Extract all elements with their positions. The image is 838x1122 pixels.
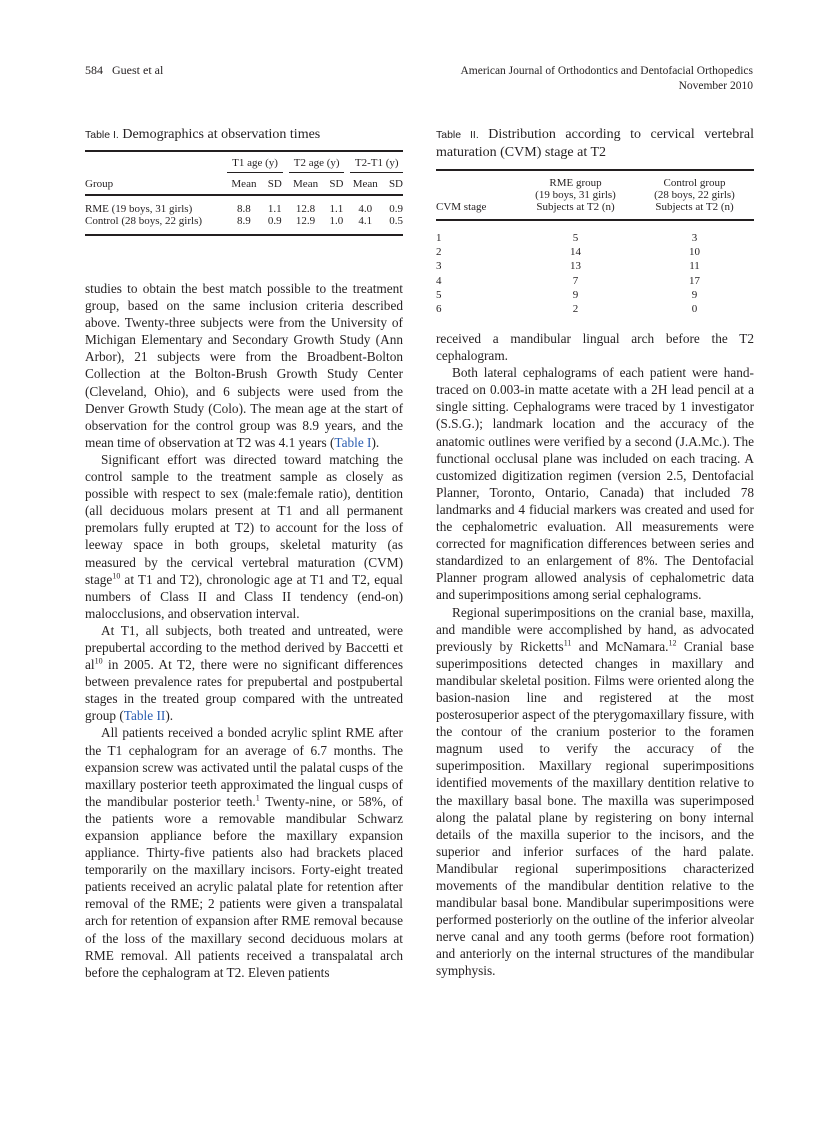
table-cell: 8.8 <box>237 203 251 215</box>
text-segment: Twenty-nine, or 58%, of the patients wore a removable mandibular Schwarz expansion appliance before the maxillary expansion appliance. Thirty-five patients also had brackets placed temporarily on the maxillary incisors. Forty-eight treated patients received an acrylic palatal plate for retention after removal of the RME; 2 patients were given a transpalatal arch for retention of expansion after RME removal because of the loss of the maxillary second deciduous molars at RME removal. All patients received a transpalatal arch before the cephalogram at T2. Eleven patients <box>85 793 403 980</box>
table-1-group-header: T1 age (y) <box>227 157 283 173</box>
table-1-subheader: SD <box>388 177 403 190</box>
table-1-subheader: SD <box>267 177 282 190</box>
table-row <box>85 215 403 235</box>
text-segment: Both lateral cephalograms of each patient were hand-traced on 0.003-in matte acetate with a 2H lead pencil at a single sitting. Cephalograms were traced by 1 investigator (S.S.G.); landmark location and the accuracy of the anatomic outlines were verified by a second (J.A.Mc.). The functional occlusal plane was included on each tracing. A customized digitization regimen (version 2.5, Dentofacial Planner, Toronto, Ontario, Canada) that included 78 landmarks and 4 fiducial markers was created and used for the cephalometric evaluation. All measurements were corrected for magnification differences between series and standardized to an enlargement of 8%. The Dentofacial Planner program allowed analysis of cephalometric data and superimpositions among serial cephalograms. <box>436 365 754 603</box>
table-row <box>436 244 754 258</box>
table-cell-rme: 13 <box>570 260 581 273</box>
table-1-group-cell: RME (19 boys, 31 girls) <box>85 203 193 215</box>
text-segment: studies to obtain the best match possible to the treatment group, based on the same inclusion criteria described above. Twenty-three subjects were from the University of Michigan Elementary and Secondary Growth Study (Ann Arbor), 21 subjects were from the Broadbent-Bolton Collection at the Bolton-Brush Growth Study Center (Cleveland, Ohio), and 6 subjects were used from the Denver Growth Study (Colo). The mean age at the start of observation for the control group was 8.9 years, and the mean time of observation at T2 was 4.1 years ( <box>85 281 403 450</box>
table-link[interactable]: Table II <box>123 708 166 724</box>
reference-citation: 10 <box>112 571 121 581</box>
table-cell: 8.9 <box>237 215 251 227</box>
text-segment: and McNamara. <box>571 638 669 654</box>
table-row <box>436 287 754 301</box>
table-cell-stage: 3 <box>436 260 442 273</box>
table-2 <box>436 126 754 315</box>
text-segment: Cranial base superimpositions detected changes in maxillary and mandibular skeletal position. Films were oriented along the basion-nasion line and registered at the most posterosuperior aspect of the pterygomaxillary fissure, with the contour of the cranium posterior to the foramen magnum used to verify the accuracy of the superimposition. Maxillary regional superimpositions identified movements of the maxillary dentition relative to the maxillary basal bone. The maxilla was superimposed along the palatal plane by registering on bony internal details of the maxilla superior to the incisors, and the superior and inferior surfaces of the hard palate. Mandibular regional superimpositions characterized movements of the mandibular dentition relative to the mandibular basal bone. Mandibular superimpositions were performed posteriorly on the outline of the inferior alveolar nerve canal and any tooth germs (before root formation) and anteriorly on the internal structures of the mandibular symphysis. <box>436 638 754 979</box>
text-segment: All patients received a bonded acrylic splint RME after the T1 cephalogram for an average of 6.7 months. The expansion screw was activated until the palatal cusps of the maxillary posterior teeth approximated the lingual cusps of the mandibular posterior teeth. <box>85 725 403 809</box>
table-cell-rme: 5 <box>572 232 579 244</box>
table-1 <box>85 126 403 236</box>
paragraph <box>85 622 403 725</box>
paragraph <box>85 280 403 451</box>
table-2-title: Distribution according to cervical vertebral maturation (CVM) stage at T2 <box>436 127 755 160</box>
table-2-col-rme <box>516 170 635 220</box>
text-segment: Regional superimpositions on the cranial base, maxilla, and mandible were accomplished by hand, as advocated previously by Ricketts <box>436 604 754 654</box>
table-cell-stage: 6 <box>436 302 442 315</box>
header-line: Subjects at T2 (n) <box>655 201 734 213</box>
paragraph <box>436 330 754 364</box>
table-cell-control: 10 <box>689 246 700 259</box>
table-cell: 1.1 <box>267 203 282 215</box>
page-number: 584 <box>85 63 103 77</box>
table-cell: 1.1 <box>329 203 344 215</box>
reference-citation: 10 <box>94 656 103 666</box>
table-cell-stage: 4 <box>436 274 442 287</box>
table-cell: 0.9 <box>389 203 403 215</box>
text-segment: ). <box>165 708 174 724</box>
paragraph <box>436 364 754 603</box>
table-cell-rme: 9 <box>572 288 579 301</box>
header-line: (28 boys, 22 girls) <box>654 189 735 201</box>
paragraph <box>436 604 754 980</box>
table-row <box>436 272 754 286</box>
journal-name: American Journal of Orthodontics and Dentofacial Orthopedics <box>460 65 753 77</box>
reference-citation: 1 <box>255 793 260 803</box>
table-row <box>436 301 754 315</box>
running-header-right <box>460 64 753 94</box>
text-segment: Significant effort was directed toward matching the control sample to the treatment sample as closely as possible with respect to sex (male:female ratio), dentition (all deciduous molars present at T1 and all permanent premolars fully erupted at T2) to account for the loss of leeway space in both groups, skeletal maturity (as measured by the cervical vertebral maturation (CVM) stage <box>85 451 403 587</box>
header-line: (19 boys, 31 girls) <box>535 189 616 201</box>
reference-citation: 12 <box>668 638 677 648</box>
table-2-col-stage: CVM stage <box>436 201 487 213</box>
table-cell-rme: 7 <box>572 274 579 287</box>
table-cell-control: 17 <box>689 274 700 287</box>
text-segment: received a mandibular lingual arch before the T2 cephalogram. <box>436 331 754 364</box>
table-row <box>85 195 403 215</box>
table-1-col-group: Group <box>85 177 114 190</box>
author-line: Guest et al <box>112 63 164 77</box>
issue-date: November 2010 <box>678 80 753 92</box>
table-cell: 12.9 <box>295 215 316 227</box>
table-1-subheader: Mean <box>231 177 257 190</box>
table-cell-control: 3 <box>691 232 698 244</box>
table-cell-stage: 5 <box>436 288 442 301</box>
table-cell: 0.9 <box>267 215 282 227</box>
table-2-col-control <box>635 170 754 220</box>
table-1-caption <box>85 126 403 144</box>
table-1-title: Demographics at observation times <box>122 127 321 142</box>
table-1-group-header: T2 age (y) <box>289 157 345 173</box>
table-cell-rme: 14 <box>570 246 581 259</box>
table-cell-control: 11 <box>689 260 700 273</box>
header-line: Subjects at T2 (n) <box>536 201 615 213</box>
text-segment: At T1, all subjects, both treated and untreated, were prepubertal according to the method derived by Baccetti et al <box>85 622 403 673</box>
table-1-subheader: Mean <box>352 177 378 190</box>
table-cell: 4.0 <box>358 203 373 215</box>
header-line: Control group <box>663 177 726 189</box>
table-link[interactable]: Table I <box>334 434 372 450</box>
table-1-group-cell: Control (28 boys, 22 girls) <box>85 215 203 227</box>
paragraph <box>85 724 403 980</box>
table-cell: 12.8 <box>295 203 316 215</box>
header-line: RME group <box>549 177 602 189</box>
text-segment: ). <box>371 434 380 450</box>
text-segment: at T1 and T2), chronologic age at T1 and T2, equal numbers of Class II and Class II tendency (end-on) malocclusions, and observation interval. <box>85 571 403 621</box>
running-header-left <box>85 63 163 78</box>
text-segment: in 2005. At T2, there were no significant differences between prevalence rates for prepubertal and postpubertal stages in the treated group compared with the untreated group ( <box>85 657 403 724</box>
table-cell-control: 9 <box>691 288 698 301</box>
right-column <box>436 330 754 980</box>
table-cell: 0.5 <box>389 215 403 227</box>
table-cell-stage: 1 <box>436 232 442 244</box>
table-cell: 4.1 <box>358 215 373 227</box>
table-cell-stage: 2 <box>436 246 442 259</box>
table-2-caption <box>436 126 754 161</box>
reference-citation: 11 <box>563 638 572 648</box>
table-1-subheader: SD <box>329 177 344 190</box>
table-cell-control: 0 <box>691 302 698 315</box>
table-row <box>436 258 754 272</box>
table-cell: 1.0 <box>329 215 344 227</box>
table-cell-rme: 2 <box>572 302 579 315</box>
left-column <box>85 280 403 981</box>
table-1-label: Table I. <box>85 129 119 141</box>
table-1-subheader: Mean <box>293 177 319 190</box>
table-1-group-header: T2-T1 (y) <box>350 157 403 173</box>
table-2-label: Table II. <box>436 129 479 141</box>
paragraph <box>85 451 403 622</box>
table-row <box>436 220 754 244</box>
